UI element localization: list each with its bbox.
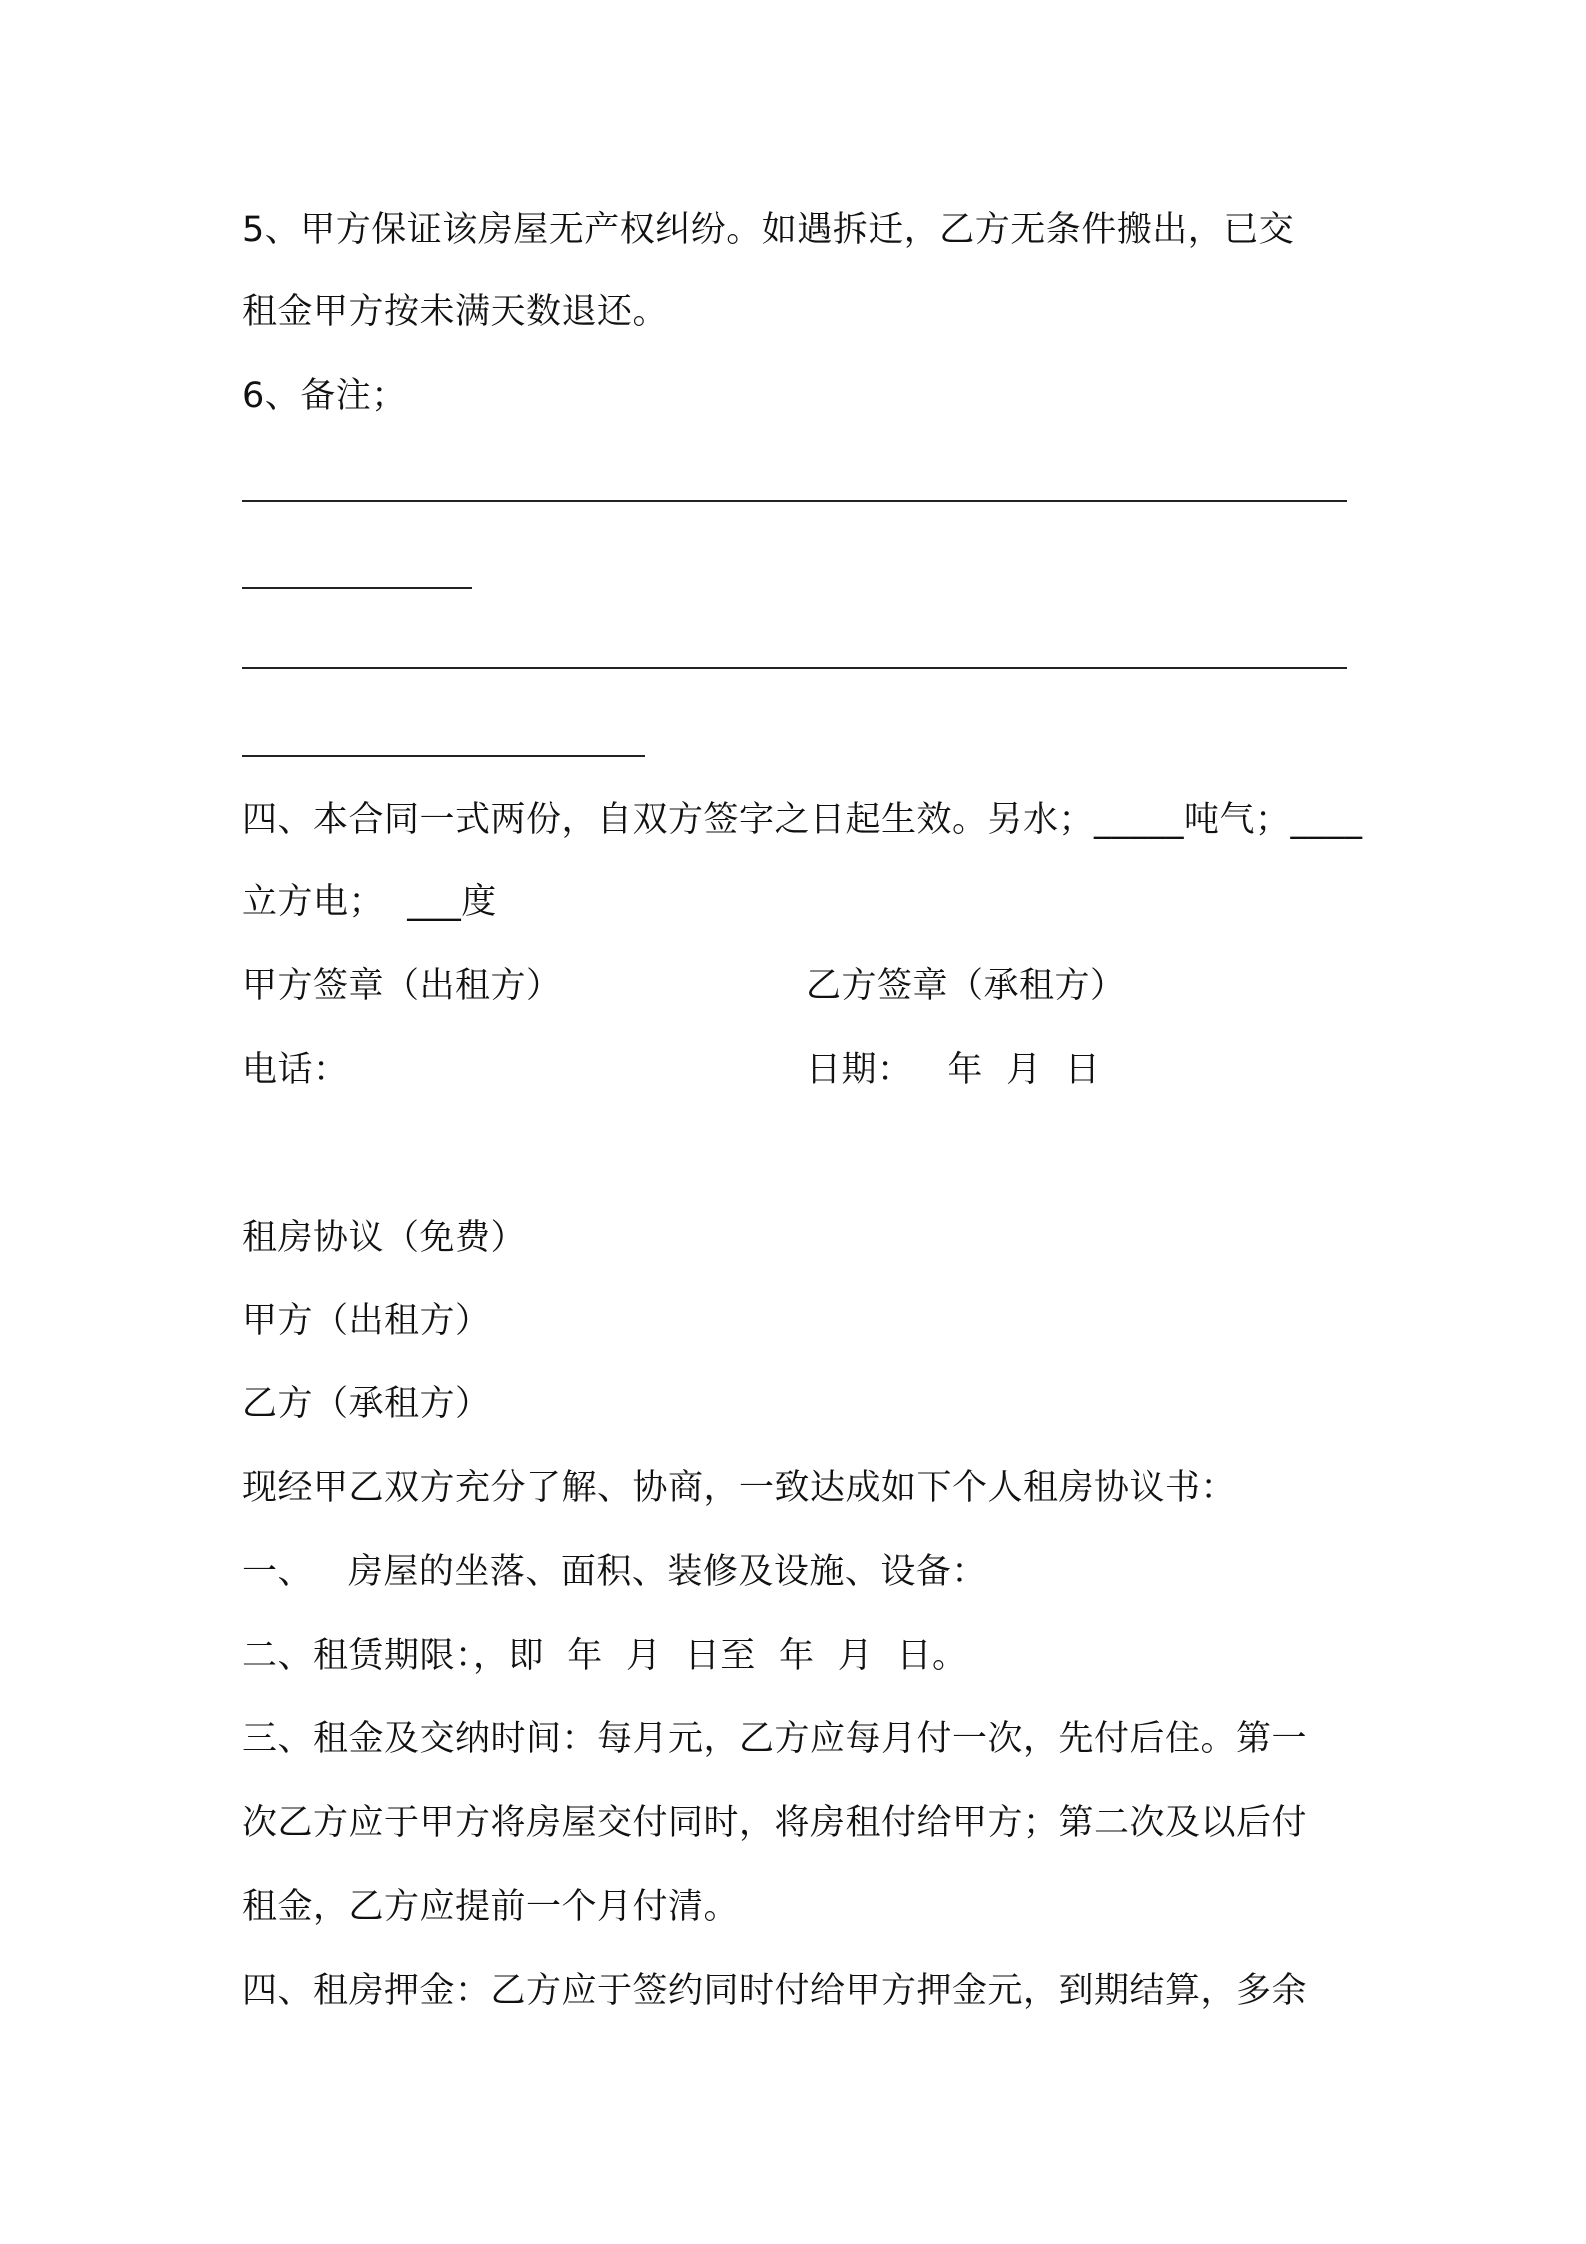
clause-3-rent-line-1: 三、租金及交纳时间：每月元，乙方应每月付一次，先付后住。第一 [242,1719,1308,1759]
section-4-effect-line-2: 立方电； ___度 [242,882,497,922]
section-4-effect-line-1: 四、本合同一式两份，自双方签字之日起生效。另水；_____吨气；____ [242,800,1363,840]
remarks-blank-line-2 [242,587,472,589]
clause-5-line-2: 租金甲方按未满天数退还。 [242,292,669,332]
signature-party-a: 甲方签章（出租方） [242,966,562,1006]
clause-3-rent-line-3: 租金，乙方应提前一个月付清。 [242,1887,740,1927]
remarks-blank-line-1 [242,500,1347,502]
party-b-label: 乙方（承租方） [242,1384,491,1424]
remarks-blank-line-4 [242,755,645,757]
clause-5-line-1: 5、甲方保证该房屋无产权纠纷。如遇拆迁，乙方无条件搬出，已交 [242,210,1295,250]
party-a-label: 甲方（出租方） [242,1301,491,1341]
signature-party-b: 乙方签章（承租方） [806,966,1126,1006]
clause-4-deposit: 四、租房押金：乙方应于签约同时付给甲方押金元，到期结算，多余 [242,1971,1308,2011]
agreement-title: 租房协议（免费） [242,1218,527,1258]
clause-1-property: 一、 房屋的坐落、面积、装修及设施、设备： [242,1552,987,1592]
clause-3-rent-line-2: 次乙方应于甲方将房屋交付同时，将房租付给甲方；第二次及以后付 [242,1803,1308,1843]
clause-2-term: 二、租赁期限：，即 年 月 日至 年 月 日。 [242,1636,968,1676]
clause-6-remarks: 6、备注； [242,376,407,416]
remarks-blank-line-3 [242,667,1347,669]
phone-label: 电话： [242,1050,349,1090]
date-label: 日期： 年 月 日 [806,1050,1101,1090]
agreement-intro: 现经甲乙双方充分了解、协商，一致达成如下个人租房协议书： [242,1468,1237,1508]
